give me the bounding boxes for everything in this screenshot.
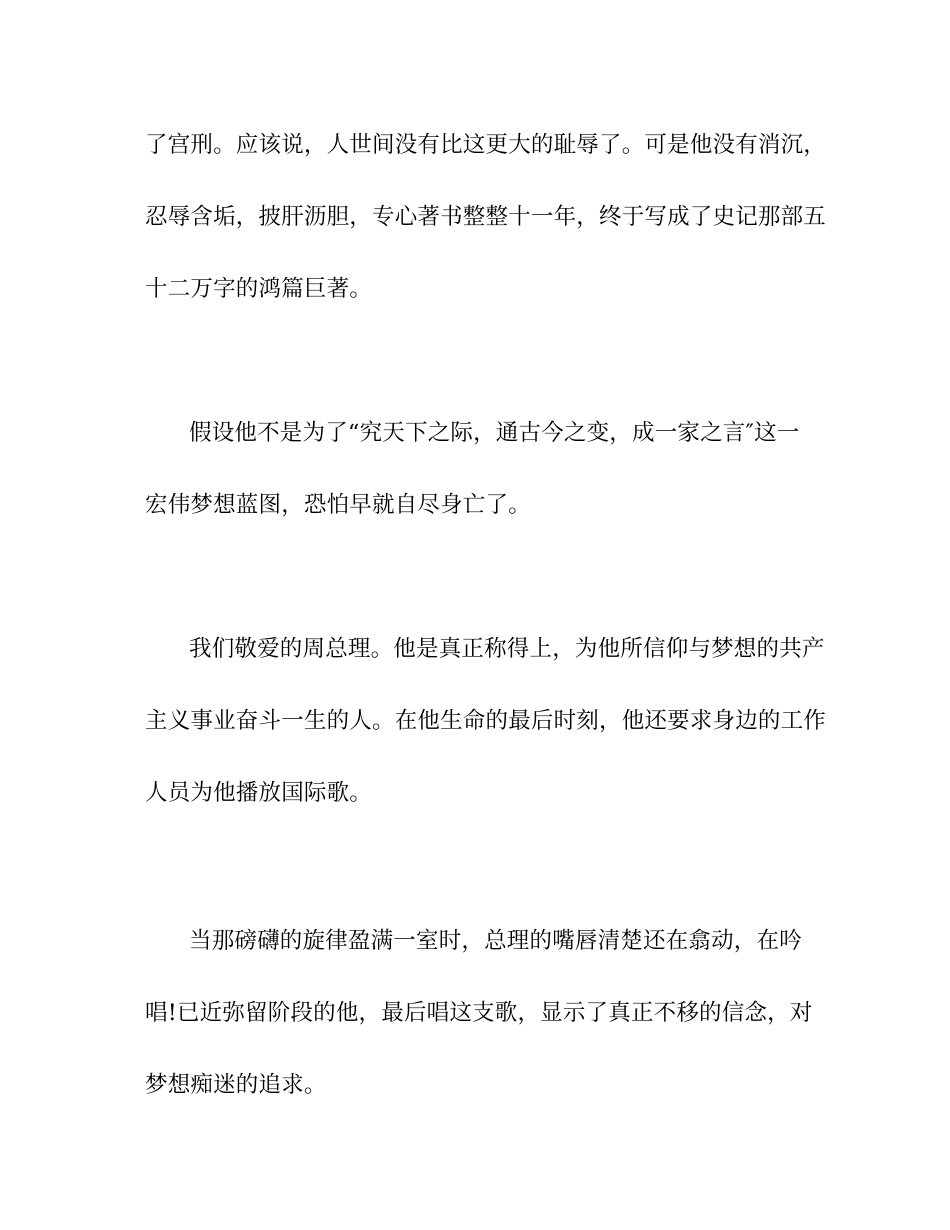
paragraph-3-line-2: 主义事业奋斗一生的人。在他生命的最后时刻，他还要求身边的工作 xyxy=(145,708,827,734)
paragraph-1-line-3: 十二万字的鸿篇巨著。 xyxy=(145,276,373,302)
paragraph-4-line-2: 唱!已近弥留阶段的他，最后唱这支歌，显示了真正不移的信念，对 xyxy=(145,1000,813,1026)
paragraph-2-line-1: 假设他不是为了“究天下之际，通古今之变，成一家之言″这一 xyxy=(189,420,800,446)
paragraph-2-line-2: 宏伟梦想蓝图，恐怕早就自尽身亡了。 xyxy=(145,492,531,518)
paragraph-1-line-2: 忍辱含垢，披肝沥胆，专心著书整整十一年，终于写成了史记那部五 xyxy=(145,204,827,230)
paragraph-4-line-3: 梦想痴迷的追求。 xyxy=(145,1072,327,1098)
paragraph-4-line-1: 当那磅礴的旋律盈满一室时，总理的嘴唇清楚还在翕动，在吟 xyxy=(189,928,802,954)
paragraph-3-line-3: 人员为他播放国际歌。 xyxy=(145,780,373,806)
paragraph-3-line-1: 我们敬爱的周总理。他是真正称得上，为他所信仰与梦想的共产 xyxy=(189,636,825,662)
paragraph-1-line-1: 了宫刑。应该说，人世间没有比这更大的耻辱了。可是他没有消沉， xyxy=(145,132,827,158)
